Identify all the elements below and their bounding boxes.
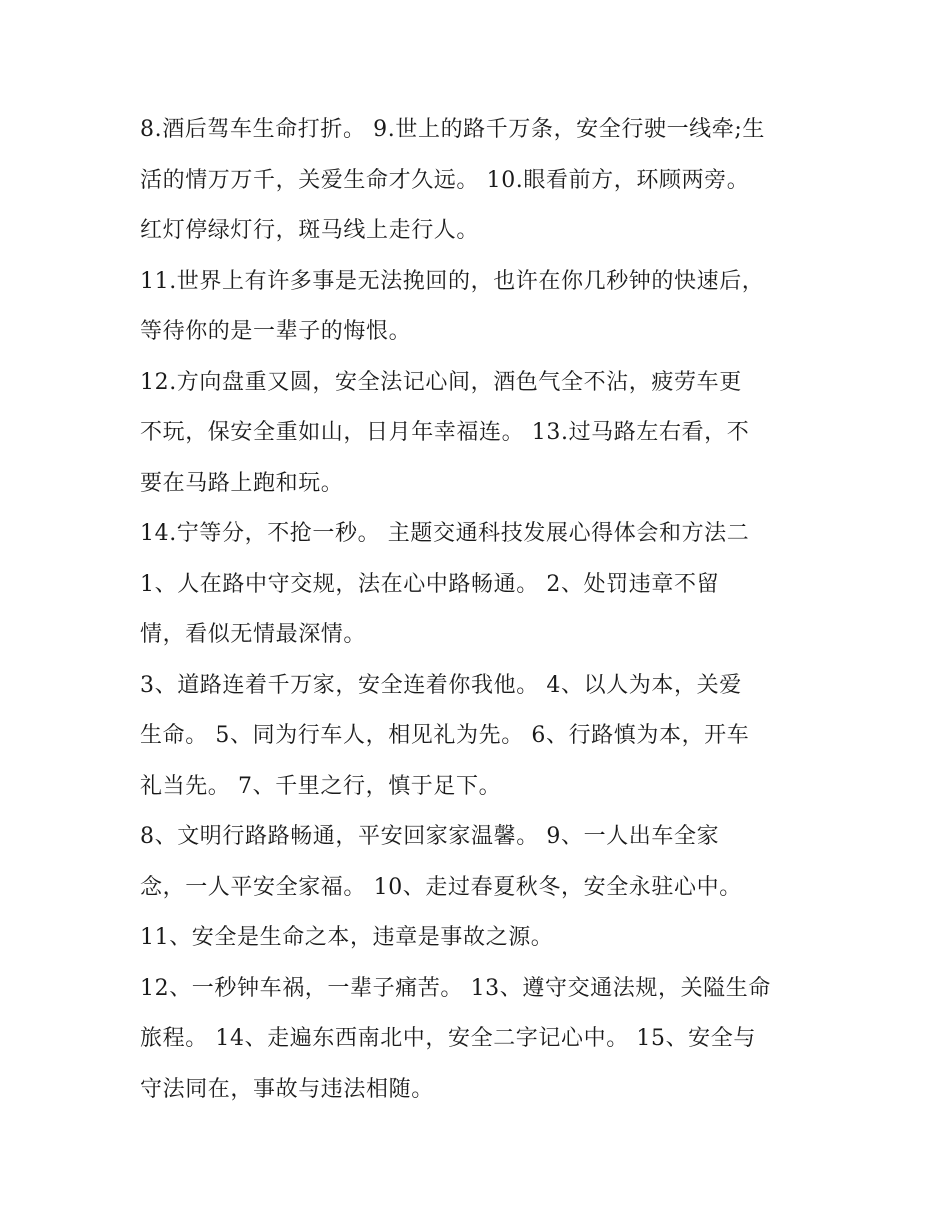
text-line: 11.世界上有许多事是无法挽回的，也许在你几秒钟的快速后，: [140, 268, 765, 294]
text-line: 3、道路连着千万家，安全连着你我他。 4、以人为本，关爱: [140, 672, 742, 698]
text-line: 情，看似无情最深情。: [140, 622, 367, 647]
text-line: 11、安全是生命之本，违章是事故之源。: [140, 925, 554, 950]
document-body: [140, 105, 840, 1115]
text-line: 守法同在，事故与违法相随。: [140, 1076, 434, 1102]
text-line: 要在马路上跑和玩。: [140, 470, 344, 496]
text-line: 14.宁等分，不抢一秒。 主题交通科技发展心得体会和方法二: [140, 521, 750, 546]
text-line: 8.酒后驾车生命打折。 9.世上的路千万条，安全行驶一线牵;生: [140, 117, 765, 142]
text-line: 等待你的是一辈子的悔恨。: [140, 319, 412, 344]
text-line: 12.方向盘重又圆，安全法记心间，酒色气全不沾，疲劳车更: [140, 369, 742, 395]
text-line: 不玩，保安全重如山，日月年幸福连。 13.过马路左右看，不: [140, 420, 750, 445]
text-line: 念，一人平安全家福。 10、走过春夏秋冬，安全永驻心中。: [140, 874, 742, 900]
text-line: 红灯停绿灯行，斑马线上走行人。: [140, 218, 480, 243]
text-line: 礼当先。 7、千里之行，慎于足下。: [140, 773, 502, 799]
text-line: 活的情万万千，关爱生命才久远。 10.眼看前方，环顾两旁。: [140, 167, 750, 193]
text-line: 生命。 5、同为行车人，相见礼为先。 6、行路慎为本，开车: [140, 723, 750, 748]
text-line: 8、文明行路路畅通，平安回家家温馨。 9、一人出车全家: [140, 824, 720, 849]
text-line: 1、人在路中守交规，法在心中路畅通。 2、处罚违章不留: [140, 571, 720, 597]
text-line: 旅程。 14、走遍东西南北中，安全二字记心中。 15、安全与: [140, 1026, 756, 1051]
text-line: 12、一秒钟车祸，一辈子痛苦。 13、遵守交通法规，关隘生命: [140, 975, 771, 1001]
